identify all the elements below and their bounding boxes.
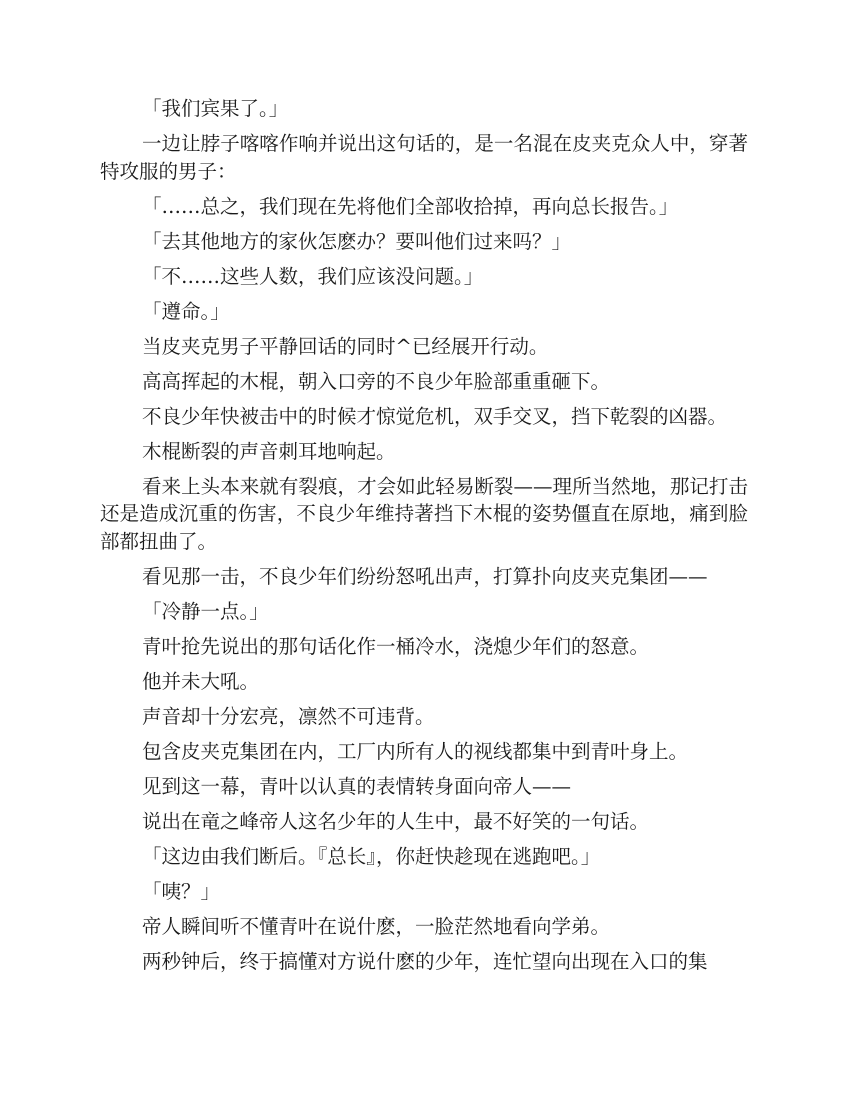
paragraph-23: 两秒钟后，终于搞懂对方说什麽的少年，连忙望向出现在入口的集 <box>142 949 708 973</box>
paragraph-21: 「咦？」 <box>142 879 221 903</box>
paragraph-7: 当皮夹克男子平静回话的同时^已经展开行动。 <box>142 334 549 358</box>
paragraph-8: 高高挥起的木棍，朝入口旁的不良少年脸部重重砸下。 <box>142 369 611 393</box>
paragraph-2: 一边让脖子喀喀作响并说出这句话的，是一名混在皮夹克众人中，穿著特攻服的男子： <box>100 132 748 183</box>
paragraph-11: 看来上头本来就有裂痕，才会如此轻易断裂——理所当然地，那记打击还是造成沉重的伤害，不良少年维持著挡下木棍的姿势僵直在原地，痛到脸部都扭曲了。 <box>100 474 748 553</box>
paragraph-19: 说出在竜之峰帝人这名少年的人生中，最不好笑的一句话。 <box>142 809 650 833</box>
body-text <box>100 95 748 983</box>
paragraph-9: 不良少年快被击中的时候才惊觉危机，双手交叉，挡下乾裂的凶器。 <box>142 404 728 428</box>
paragraph-17: 包含皮夹克集团在内，工厂内所有人的视线都集中到青叶身上。 <box>142 739 689 763</box>
paragraph-13: 「冷静一点。」 <box>142 599 269 623</box>
paragraph-14: 青叶抢先说出的那句话化作一桶冷水，浇熄少年们的怒意。 <box>142 634 650 658</box>
paragraph-10: 木棍断裂的声音刺耳地响起。 <box>142 439 396 463</box>
paragraph-20: 「这边由我们断后。『总长』，你赶快趁现在逃跑吧。」 <box>142 844 601 868</box>
paragraph-12: 看见那一击，不良少年们纷纷怒吼出声，打算扑向皮夹克集团—— <box>142 564 708 588</box>
paragraph-5: 「不……这些人数，我们应该没问题。」 <box>142 264 484 288</box>
paragraph-22: 帝人瞬间听不懂青叶在说什麽，一脸茫然地看向学弟。 <box>142 914 611 938</box>
paragraph-15: 他并未大吼。 <box>142 669 260 693</box>
paragraph-4: 「去其他地方的家伙怎麽办？要叫他们过来吗？」 <box>142 229 572 253</box>
paragraph-16: 声音却十分宏亮，凛然不可违背。 <box>142 704 435 728</box>
paragraph-1: 「我们宾果了。」 <box>142 97 289 120</box>
paragraph-3: 「……总之，我们现在先将他们全部收拾掉，再向总长报告。」 <box>142 194 679 218</box>
paragraph-18: 见到这一幕，青叶以认真的表情转身面向帝人—— <box>142 774 572 798</box>
paragraph-6: 「遵命。」 <box>142 299 230 323</box>
